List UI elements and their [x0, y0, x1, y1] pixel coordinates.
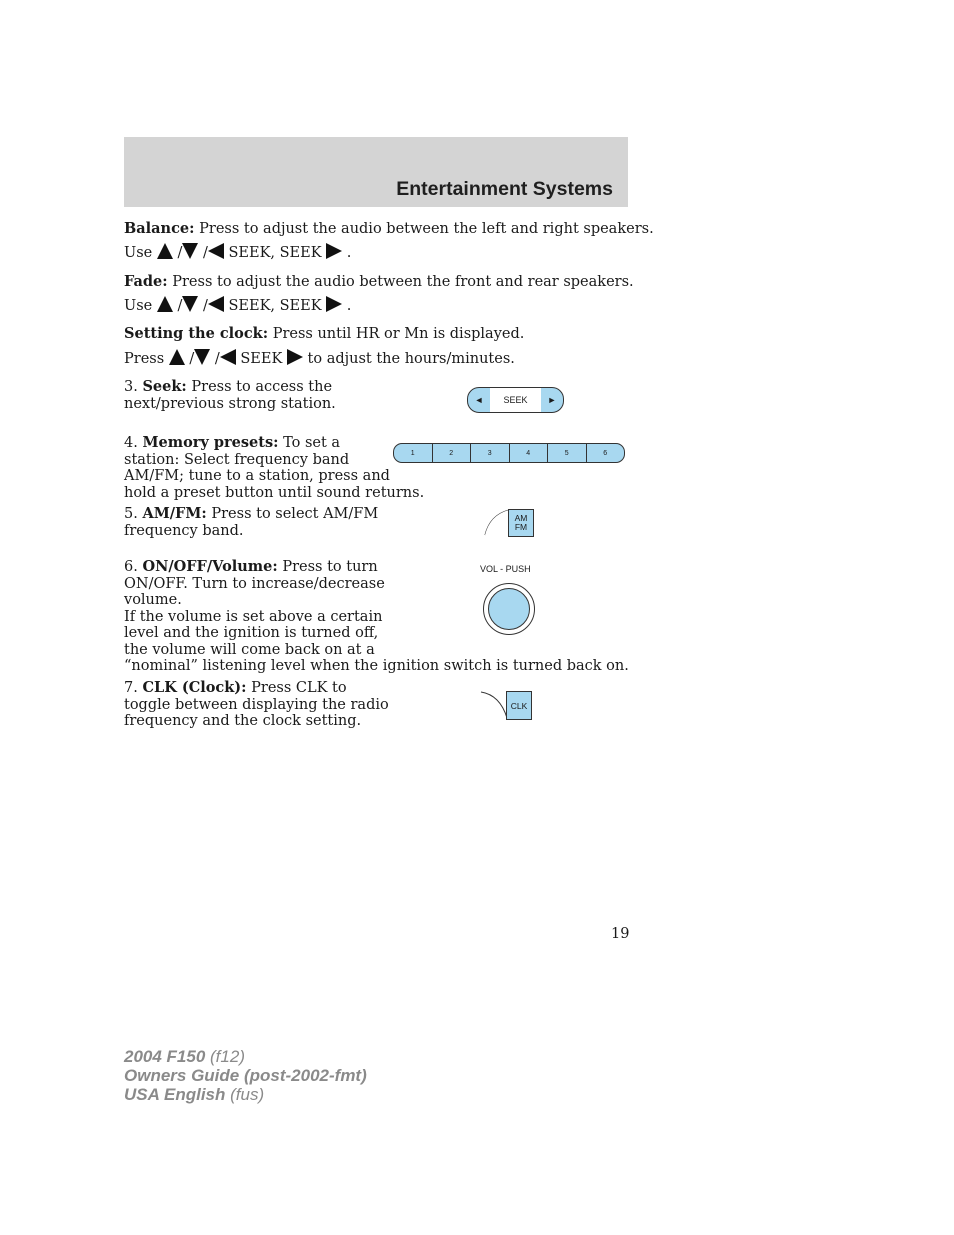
clk-item: [124, 680, 389, 730]
item-number: 5.: [124, 506, 143, 522]
seek-line: Press to access the: [186, 379, 333, 395]
header-band: [124, 137, 628, 207]
presets-line: station: Select frequency band: [124, 451, 350, 468]
section-title: Entertainment Systems: [396, 178, 613, 200]
presets-line: hold a preset button until sound returns.: [124, 484, 425, 501]
volume-line: ON/OFF. Turn to increase/decrease: [124, 575, 385, 592]
volume-line: the volume will come back on at a: [124, 641, 375, 658]
clk-button-face[interactable]: CLK: [506, 691, 532, 720]
clk-button[interactable]: [480, 691, 532, 719]
amfm-button[interactable]: [484, 509, 533, 536]
end-text: .: [342, 298, 352, 314]
document-footer: [124, 1047, 367, 1104]
volume-line: If the volume is set above a certain: [124, 608, 383, 625]
balance-controls: Use / / SEEK, SEEK .: [124, 245, 352, 261]
volume-label: ON/OFF/Volume:: [142, 558, 278, 575]
preset-button-3[interactable]: 3: [471, 444, 510, 462]
footer-guide: Owners Guide (post-2002-fmt): [124, 1066, 367, 1085]
clock-controls: Press / / SEEK to adjust the hours/minutes.: [124, 351, 515, 367]
down-arrow-icon: [194, 349, 210, 365]
down-arrow-icon: [182, 243, 198, 259]
up-arrow-icon: [169, 349, 185, 365]
seek-text: SEEK, SEEK: [228, 245, 327, 261]
presets-line: To set a: [278, 435, 341, 451]
end-text: .: [342, 245, 352, 261]
page-number: 19: [611, 926, 630, 942]
clock-text: Press until HR or Mn is displayed.: [268, 326, 525, 342]
use-text: Use: [124, 245, 157, 261]
item-number: 4.: [124, 435, 143, 451]
volume-knob[interactable]: [483, 583, 535, 635]
volume-line: “nominal” listening level when the ignition switch is turned back on.: [124, 658, 629, 674]
up-arrow-icon: [157, 296, 173, 312]
left-arrow-icon: [208, 243, 224, 259]
preset-button-6[interactable]: 6: [603, 449, 608, 457]
seek-text: SEEK: [235, 351, 287, 367]
seek-item: [124, 379, 336, 412]
seek-rocker-button[interactable]: [467, 387, 564, 413]
clk-line: toggle between displaying the radio: [124, 696, 389, 713]
seek-right-arrow-icon[interactable]: ►: [547, 395, 557, 405]
up-arrow-icon: [157, 243, 173, 259]
seek-label: Seek:: [142, 378, 187, 395]
volume-line: volume.: [124, 592, 182, 608]
seek-line: next/previous strong station.: [124, 395, 336, 412]
left-arrow-icon: [220, 349, 236, 365]
right-arrow-icon: [287, 349, 303, 365]
presets-label: Memory presets:: [142, 434, 279, 451]
clk-bezel-icon: [480, 691, 508, 719]
clk-label: CLK (Clock):: [142, 679, 247, 696]
item-number: 7.: [124, 680, 143, 696]
volume-line: Press to turn: [277, 559, 378, 575]
footer-model: 2004 F150: [124, 1047, 206, 1066]
volume-knob-center[interactable]: [488, 588, 530, 630]
footer-model-code: (f12): [205, 1047, 245, 1066]
seek-left-arrow-icon[interactable]: ◄: [474, 395, 484, 405]
clock-paragraph: [124, 326, 524, 343]
fade-text: Press to adjust the audio between the front and rear speakers.: [167, 274, 634, 290]
seek-text: SEEK, SEEK: [228, 298, 327, 314]
presets-item: [124, 435, 424, 501]
press-text: Press: [124, 351, 169, 367]
seek-button-label: SEEK: [490, 388, 541, 412]
clk-line: Press CLK to: [246, 680, 347, 696]
preset-button-2[interactable]: 2: [433, 444, 472, 462]
right-arrow-icon: [326, 243, 342, 259]
amfm-line: frequency band.: [124, 522, 244, 539]
fade-label: Fade:: [124, 273, 168, 290]
amfm-label: AM/FM:: [142, 505, 207, 522]
fm-text: FM: [514, 522, 528, 532]
presets-line: AM/FM; tune to a station, press and: [124, 468, 390, 484]
footer-language: USA English: [124, 1085, 226, 1104]
volume-item: [124, 559, 629, 675]
amfm-bezel-icon: [484, 509, 510, 536]
preset-button-5[interactable]: 5: [548, 444, 587, 462]
use-text: Use: [124, 298, 157, 314]
down-arrow-icon: [182, 296, 198, 312]
preset-button-1[interactable]: 1: [394, 444, 433, 462]
am-text: AM: [514, 513, 528, 523]
clk-line: frequency and the clock setting.: [124, 713, 362, 729]
item-number: 6.: [124, 559, 143, 575]
volume-knob-label: VOL - PUSH: [480, 564, 531, 574]
preset-button-4[interactable]: 4: [510, 444, 549, 462]
memory-preset-bar: [393, 443, 625, 463]
left-arrow-icon: [208, 296, 224, 312]
end-text: to adjust the hours/minutes.: [302, 351, 515, 367]
balance-text: Press to adjust the audio between the left and right speakers.: [194, 221, 654, 237]
item-number: 3.: [124, 379, 143, 395]
fade-paragraph: [124, 274, 634, 291]
amfm-item: [124, 506, 378, 539]
balance-paragraph: [124, 221, 654, 238]
footer-language-code: (fus): [225, 1085, 265, 1104]
amfm-button-face[interactable]: [508, 509, 534, 537]
right-arrow-icon: [326, 296, 342, 312]
balance-label: Balance:: [124, 220, 195, 237]
amfm-line: Press to select AM/FM: [206, 506, 379, 522]
fade-controls: Use / / SEEK, SEEK .: [124, 298, 352, 314]
clock-label: Setting the clock:: [124, 325, 269, 342]
volume-line: level and the ignition is turned off,: [124, 625, 379, 641]
